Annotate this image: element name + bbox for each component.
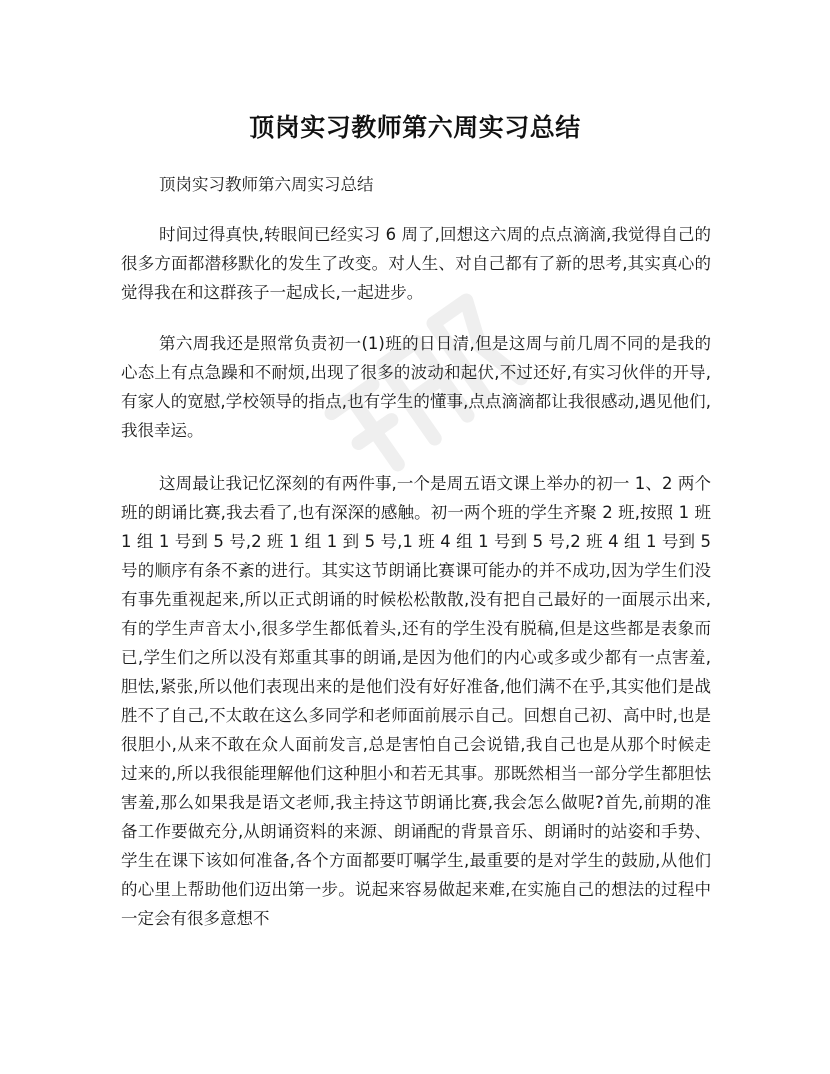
document-subtitle: 顶岗实习教师第六周实习总结 [159,175,374,194]
paragraph: 这周最让我记忆深刻的有两件事,一个是周五语文课上举办的初一 1、2 两个班的朗诵比赛,我去看了,也有深深的感触。初一两个班的学生齐聚 2 班,按照 1 班 1 组 1 号到 5 号,2 班 1 组 1 到 5 号,1 班 4 组 1 号到 5 号,2 班 4 组 1 号到 5 号的顺序有条不紊的进行。其实这节朗诵比赛课可能办的并不成功,因为学生们没有事先重视起来,所以正式朗诵的时候松松散散,没有把自己最好的一面展示出来,有的学生声音太小,很多学生都低着头,还有的学生没有脱稿,但是这些都是表象而已,学生们之所以没有郑重其事的朗诵,是因为他们的内心或多或少都有一点害羞,胆怯,紧张,所以他们表现出来的是他们没有好好准备,他们满不在乎,其实他们是战胜不了自己,不太敢在这么多同学和老师面前展示自己。回想自己初、高中时,也是很胆小,从来不敢在众人面前发言,总是害怕自己会说错,我自己也是从那个时候走过来的,所以我很能理解他们这种胆小和若无其事。那既然相当一部分学生都胆怯害羞,那么如果我是语文老师,我主持这节朗诵比赛,我会怎么做呢?首先,前期的准备工作要做充分,从朗诵资料的来源、朗诵配的背景音乐、朗诵时的站姿和手势、学生在课下该如何准备,各个方面都要叮嘱学生,最重要的是对学生的鼓励,从他们的心里上帮助他们迈出第一步。说起来容易做起来难,在实施自己的想法的过程中一定会有很多意想不 [121,474,711,928]
paragraph: 第六周我还是照常负责初一(1)班的日日清,但是这周与前几周不同的是我的心态上有点急躁和不耐烦,出现了很多的波动和起伏,不过还好,有实习伙伴的开导,有家人的宽慰,学校领导的指点,也有学生的懂事,点点滴滴都让我很感动,遇见他们,我很幸运。 [121,334,711,440]
paragraph: 时间过得真快,转眼间已经实习 6 周了,回想这六周的点点滴滴,我觉得自己的很多方面都潜移默化的发生了改变。对人生、对自己都有了新的思考,其实真心的觉得我在和这群孩子一起成长,一起进步。 [121,225,711,302]
document-title: 顶岗实习教师第六周实习总结 [249,113,581,142]
document-body [121,170,711,933]
